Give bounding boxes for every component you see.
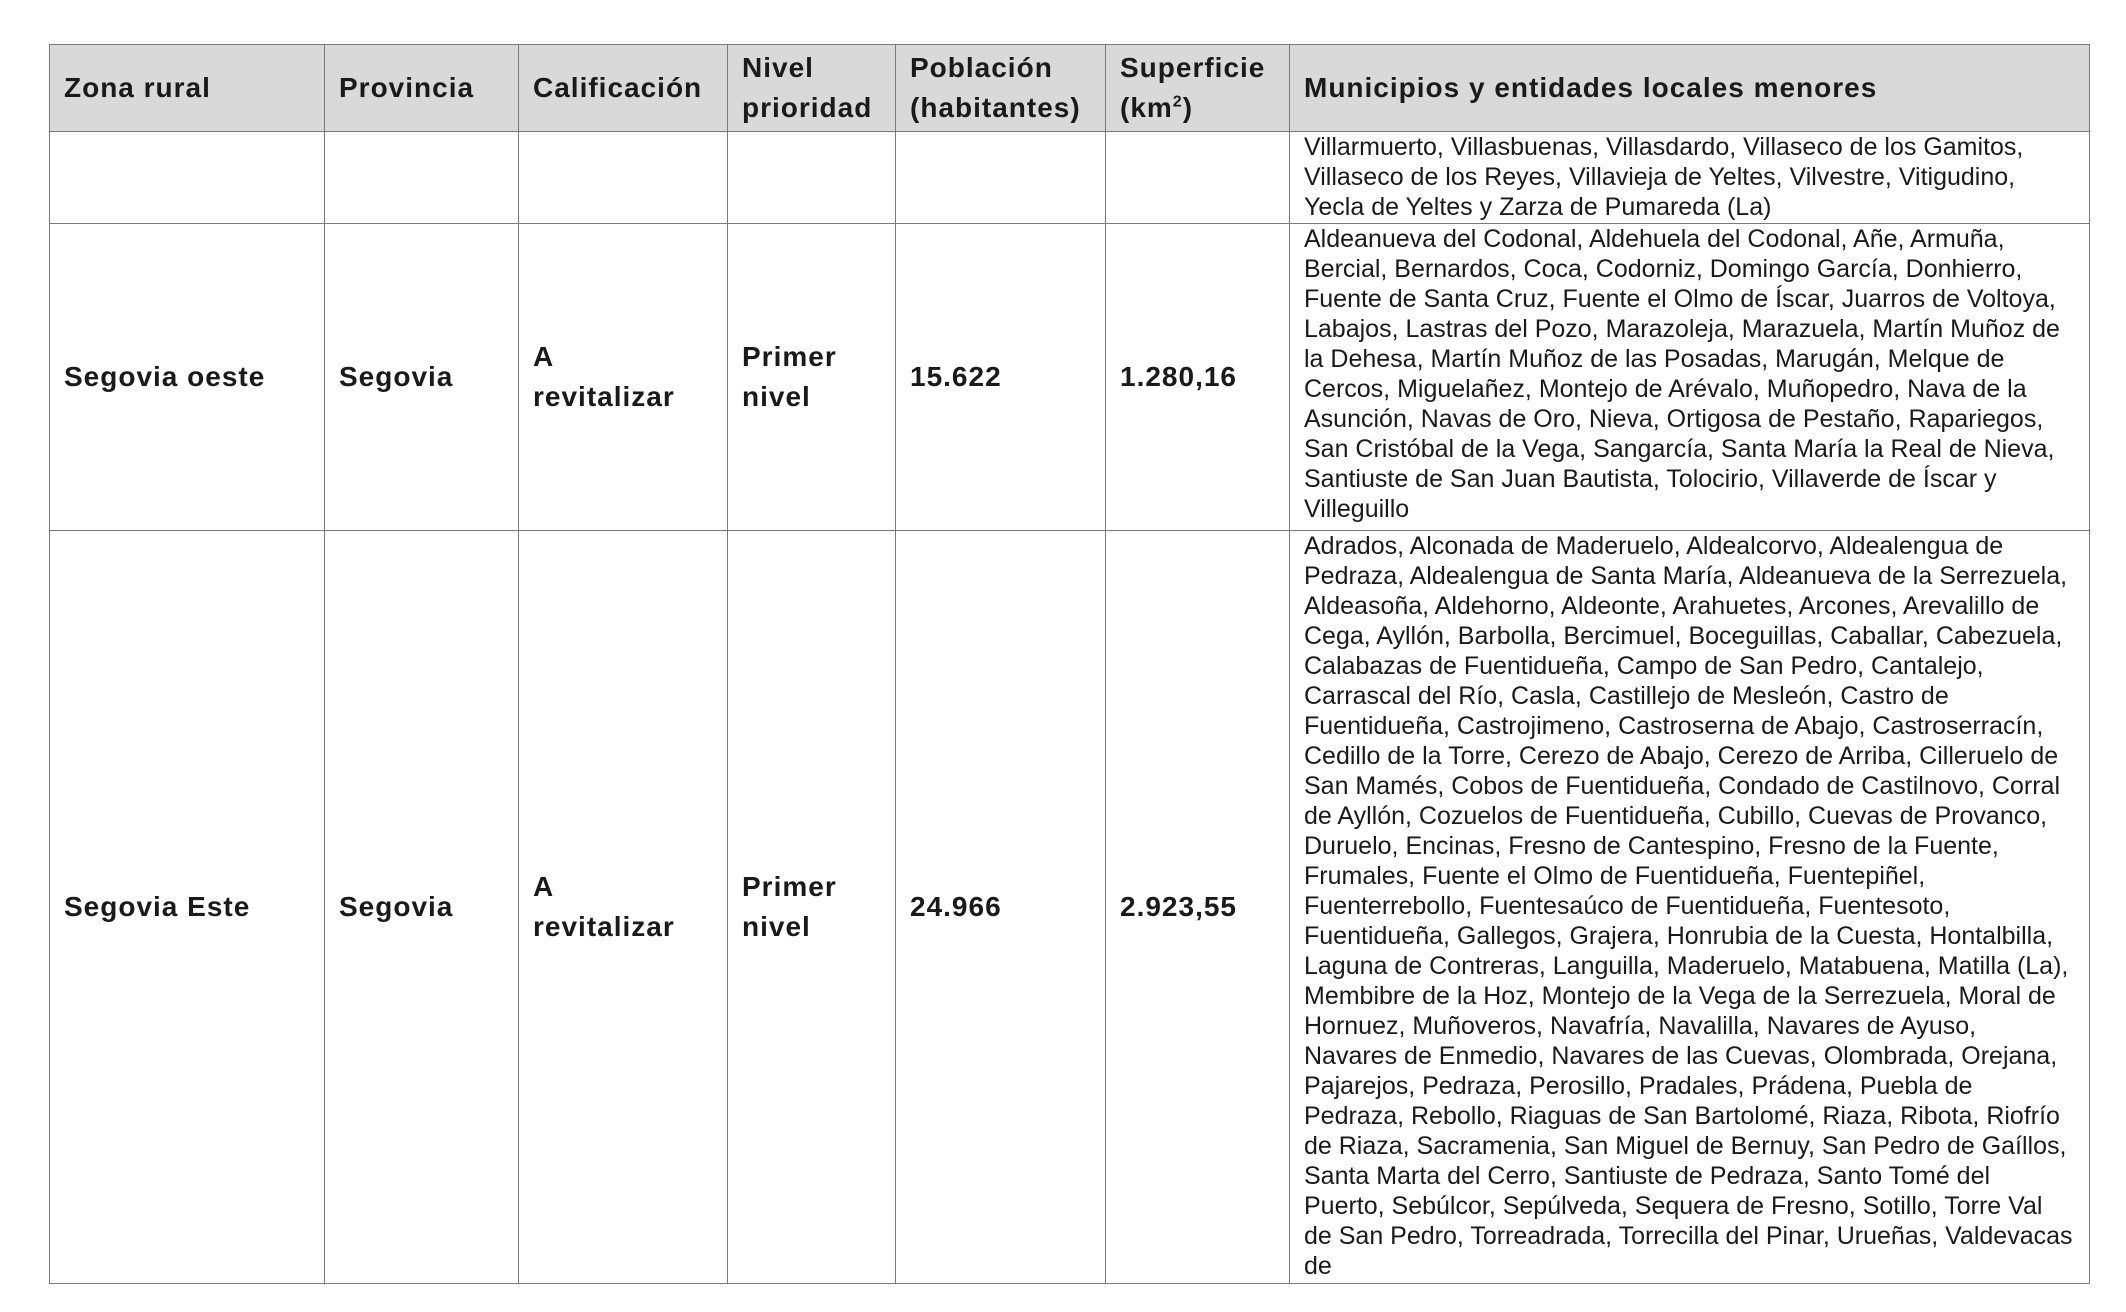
cell-superficie: 2.923,55 bbox=[1106, 531, 1290, 1284]
table-row bbox=[50, 132, 2090, 224]
cell-poblacion: 15.622 bbox=[896, 224, 1106, 531]
cell-calificacion bbox=[519, 531, 728, 1284]
cell-nivel bbox=[728, 132, 896, 224]
cell-calificacion-line1: A bbox=[533, 341, 555, 372]
cell-superficie bbox=[1106, 132, 1290, 224]
header-superficie-unit-prefix: (km bbox=[1120, 92, 1173, 123]
header-provincia: Provincia bbox=[325, 45, 519, 132]
header-municipios: Municipios y entidades locales menores bbox=[1290, 45, 2090, 132]
cell-calificacion-line2: revitalizar bbox=[533, 381, 675, 412]
header-poblacion bbox=[896, 45, 1106, 132]
header-superficie-unit-suffix: ) bbox=[1182, 92, 1194, 123]
header-nivel-line2: prioridad bbox=[742, 92, 873, 123]
cell-poblacion: 24.966 bbox=[896, 531, 1106, 1284]
header-superficie bbox=[1106, 45, 1290, 132]
table-row bbox=[50, 224, 2090, 531]
header-calificacion: Calificación bbox=[519, 45, 728, 132]
header-superficie-unit-exp: 2 bbox=[1172, 93, 1183, 111]
cell-nivel-line1: Primer bbox=[742, 341, 837, 372]
cell-provincia: Segovia bbox=[325, 224, 519, 531]
cell-municipios: Villarmuerto, Villasbuenas, Villasdardo, Villaseco de los Gamitos, Villaseco de los Reyes, Villavieja de Yeltes, Vilvestre, Vitigudino, Yecla de Yeltes y Zarza de Pumareda (La) bbox=[1290, 132, 2090, 224]
header-poblacion-line1: Población bbox=[910, 52, 1053, 83]
cell-municipios bbox=[1290, 531, 2090, 1284]
cell-zona bbox=[50, 132, 325, 224]
cell-nivel-line1: Primer bbox=[742, 871, 837, 902]
cell-provincia: Segovia bbox=[325, 531, 519, 1284]
cell-superficie: 1.280,16 bbox=[1106, 224, 1290, 531]
header-zona-rural: Zona rural bbox=[50, 45, 325, 132]
cell-nivel bbox=[728, 224, 896, 531]
cell-provincia bbox=[325, 132, 519, 224]
cell-calificacion-line1: A bbox=[533, 871, 555, 902]
header-superficie-line1: Superficie bbox=[1120, 52, 1266, 83]
municipios-text: Adrados, Alconada de Maderuelo, Aldealcorvo, Aldealengua de Pedraza, Aldealengua de Santa María, Aldeanueva de la Serrezuela, Aldeasoña, Aldehorno, Aldeonte, Arahuetes, Arcones, Arevalillo de Cega, Ayllón, Barbolla, Bercimuel, Boceguillas, Caballar, Cabezuela, Calabazas de Fuentidueña, Campo de San Pedro, Cantalejo, Carrascal del Río, Casla, Castillejo de Mesleón, Castro de Fuentidueña, Castrojimeno, Castroserna de Abajo, Castroserracín, Cedillo de la Torre, Cerezo de Abajo, Cerezo de Arriba, Cilleruelo de San Mamés, Cobos de Fuentidueña, Condado de Castilnovo, Corral de Ayllón, Cozuelos de Fuentidueña, Cubillo, Cuevas de Provanco, Duruelo, Encinas, Fresno de Cantespino, Fresno de la Fuente, Frumales, Fuente el Olmo de Fuentidueña, Fuentepiñel, Fuenterrebollo, Fuentesaúco de Fuentidueña, Fuentesoto, Fuentidueña, Gallegos, Grajera, Honrubia de la Cuesta, Hontalbilla, Laguna de Contreras, Languilla, Maderuelo, Matabuena, Matilla (La), Membibre de la Hoz, Montejo de la Vega de la Serrezuela, Moral de Hornuez, Muñoveros, Navafría, Navalilla, Navares de Ayuso, Navares de Enmedio, Navares de las Cuevas, Olombrada, Orejana, Pajarejos, Pedraza, Perosillo, Pradales, Prádena, Puebla de Pedraza, Rebollo, Riaguas de San Bartolomé, Riaza, Ribota, Riofrío de Riaza, Sacramenia, San Miguel de Bernuy, San Pedro de Gaíllos, Santa Marta del Cerro, Santiuste de Pedraza, Santo Tomé del Puerto, Sebúlcor, Sepúlveda, Sequera de Fresno, Sotillo, Torre Val de San Pedro, Torreadrada, Torrecilla del Pinar, Urueñas, Valdevacas de bbox=[1304, 532, 2073, 1280]
cell-calificacion-line2: revitalizar bbox=[533, 911, 675, 942]
header-nivel-prioridad bbox=[728, 45, 896, 132]
cell-municipios: Aldeanueva del Codonal, Aldehuela del Codonal, Añe, Armuña, Bercial, Bernardos, Coca, Codorniz, Domingo García, Donhierro, Fuente de Santa Cruz, Fuente el Olmo de Íscar, Juarros de Voltoya, Labajos, Lastras del Pozo, Marazoleja, Marazuela, Martín Muñoz de la Dehesa, Martín Muñoz de las Posadas, Marugán, Melque de Cercos, Miguelañez, Montejo de Arévalo, Muñopedro, Nava de la Asunción, Navas de Oro, Nieva, Ortigosa de Pestaño, Rapariegos, San Cristóbal de la Vega, Sangarcía, Santa María la Real de Nieva, Santiuste de San Juan Bautista, Tolocirio, Villaverde de Íscar y Villeguillo bbox=[1290, 224, 2090, 531]
header-poblacion-line2: (habitantes) bbox=[910, 92, 1081, 123]
table-row bbox=[50, 531, 2090, 1284]
cell-nivel-line2: nivel bbox=[742, 381, 811, 412]
cell-zona: Segovia Este bbox=[50, 531, 325, 1284]
cell-nivel bbox=[728, 531, 896, 1284]
cell-calificacion bbox=[519, 224, 728, 531]
table-header-row bbox=[50, 45, 2090, 132]
cell-calificacion bbox=[519, 132, 728, 224]
cell-zona: Segovia oeste bbox=[50, 224, 325, 531]
rural-zones-table bbox=[49, 44, 2090, 1284]
header-nivel-line1: Nivel bbox=[742, 52, 814, 83]
cell-poblacion bbox=[896, 132, 1106, 224]
cell-nivel-line2: nivel bbox=[742, 911, 811, 942]
